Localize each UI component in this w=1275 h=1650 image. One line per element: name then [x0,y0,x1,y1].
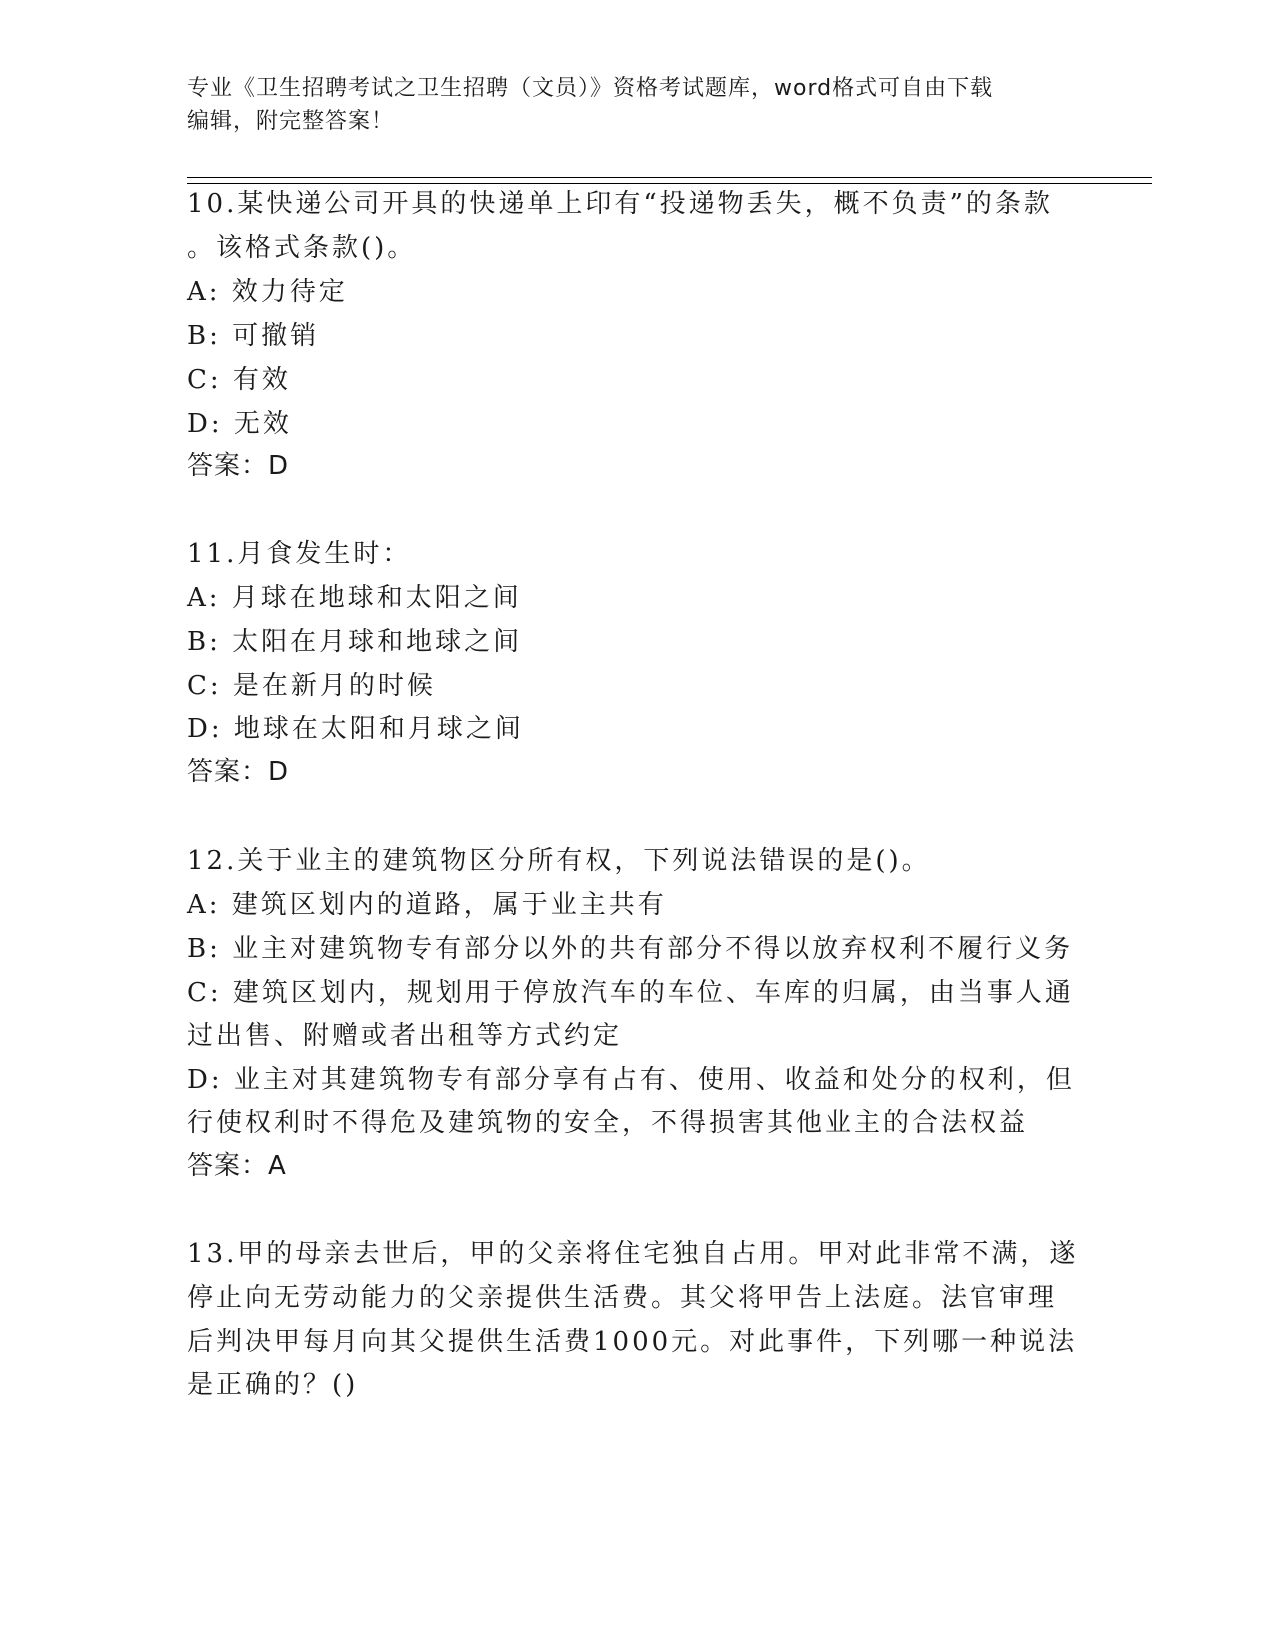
question-12-option-c-line-1: C: 建筑区划内，规划用于停放汽车的车位、车库的归属，由当事人通 [187,978,1074,1008]
document-header [187,72,1067,138]
question-12-option-d-line-1: D: 业主对其建筑物专有部分享有占有、使用、收益和处分的权利，但 [187,1065,1075,1095]
question-11-option-c: C: 是在新月的时候 [187,671,436,701]
question-10-option-a: A: 效力待定 [187,277,348,307]
question-10-option-b: B: 可撤销 [187,321,320,351]
question-13-stem-line-2: 停止向无劳动能力的父亲提供生活费。其父将甲告上法庭。法官审理 [187,1283,1058,1313]
question-11-option-a: A: 月球在地球和太阳之间 [187,583,522,613]
question-12-stem-line-1: 12.关于业主的建筑物区分所有权，下列说法错误的是()。 [187,846,931,876]
question-13-stem-line-4: 是正确的？() [187,1370,359,1400]
question-11-answer: 答案：D [187,757,290,787]
question-11-option-b: B: 太阳在月球和地球之间 [187,627,523,657]
question-11-option-d: D: 地球在太阳和月球之间 [187,714,524,744]
question-13-stem-line-1: 13.甲的母亲去世后，甲的父亲将住宅独自占用。甲对此非常不满，遂 [187,1239,1079,1269]
question-11-stem-line-1: 11.月食发生时： [187,539,412,569]
question-12-answer: 答案：A [187,1151,287,1181]
question-10-answer: 答案：D [187,451,290,481]
question-12-option-a: A: 建筑区划内的道路，属于业主共有 [187,890,667,920]
question-12-option-c-line-2: 过出售、附赠或者出租等方式约定 [187,1021,623,1051]
question-13-stem-line-3: 后判决甲每月向其父提供生活费1000元。对此事件，下列哪一种说法 [187,1327,1078,1357]
question-10-stem-line-2: 。该格式条款()。 [187,233,417,263]
question-10-stem-line-1: 10.某快递公司开具的快递单上印有“投递物丢失，概不负责”的条款 [187,189,1053,219]
question-12-option-b: B: 业主对建筑物专有部分以外的共有部分不得以放弃权利不履行义务 [187,934,1074,964]
question-10-option-c: C: 有效 [187,365,291,395]
question-10-option-d: D: 无效 [187,409,292,439]
header-line-2: 编辑，附完整答案！ [187,109,395,134]
header-divider-top [187,177,1152,178]
header-line-1: 专业《卫生招聘考试之卫生招聘（文员）》资格考试题库，word格式可自由下载 [187,76,994,101]
question-12-option-d-line-2: 行使权利时不得危及建筑物的安全，不得损害其他业主的合法权益 [187,1108,1029,1138]
